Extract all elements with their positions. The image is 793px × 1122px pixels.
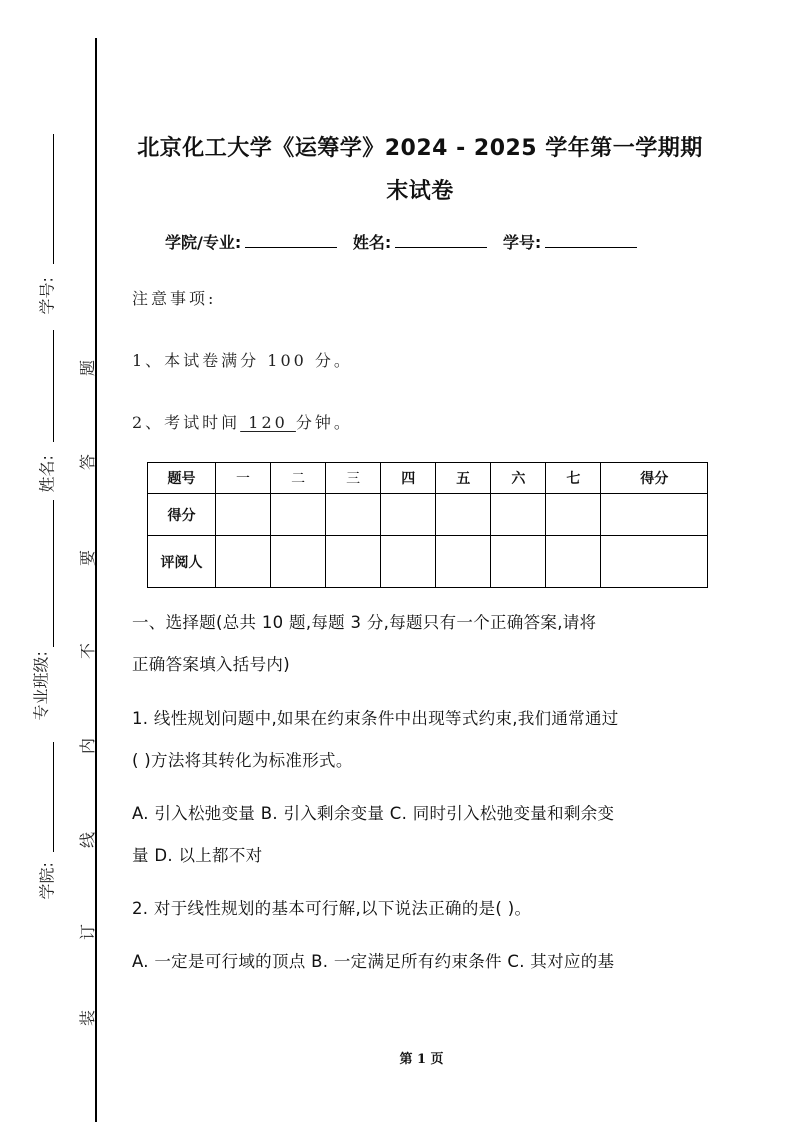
college-major-blank[interactable] [245,233,337,248]
seal-char: 订 [77,923,97,941]
seal-char: 内 [77,737,97,755]
grader-cell[interactable] [436,536,491,588]
student-id-blank[interactable] [545,233,637,248]
notes-item-1: 1、本试卷满分 100 分。 [132,351,353,370]
notes-heading: 注意事项: [132,289,217,308]
table-row [148,494,708,536]
question-2-line1: 2. 对于线性规划的基本可行解,以下说法正确的是( )。 [132,899,532,918]
seal-char: 线 [77,831,97,849]
table-header-cell: 七 [546,463,601,494]
exam-duration-value: 120 [240,413,296,432]
grader-cell[interactable] [491,536,546,588]
college-field-line [53,742,54,852]
table-header-cell: 四 [381,463,436,494]
table-header-cell: 六 [491,463,546,494]
grader-cell[interactable] [271,536,326,588]
score-cell[interactable] [601,494,708,536]
page-number: 第 1 页 [399,1052,444,1067]
name-blank[interactable] [395,233,487,248]
student-id-label: 学号: [502,233,542,252]
seal-char: 不 [77,642,97,660]
binding-line [95,38,97,1122]
exam-title-line1: 北京化工大学《运筹学》2024 - 2025 学年第一学期期 [137,136,703,161]
major-class-field-line [53,500,54,647]
score-cell[interactable] [491,494,546,536]
question-1-line1: 1. 线性规划问题中,如果在约束条件中出现等式约束,我们通常通过 [132,709,619,728]
student-id-label: 学号: [37,277,57,315]
seal-char: 要 [77,549,97,567]
seal-char: 题 [77,359,97,377]
major-class-label: 专业班级: [31,651,51,721]
notes-item-2-suffix: 分钟。 [295,413,353,432]
student-info-row [165,230,647,253]
score-cell[interactable] [436,494,491,536]
section-heading-line2: 正确答案填入括号内) [132,655,290,674]
table-header-cell: 题号 [148,463,216,494]
question-1-line2: ( )方法将其转化为标准形式。 [132,751,353,770]
table-header-cell: 得分 [601,463,708,494]
grader-cell[interactable] [216,536,271,588]
notes-item-2-prefix: 2、考试时间 [132,413,241,432]
score-table [147,462,708,588]
college-label: 学院: [37,862,57,900]
name-label: 姓名: [37,455,57,493]
question-1-options-line1: A. 引入松弛变量 B. 引入剩余变量 C. 同时引入松弛变量和剩余变 [132,804,615,823]
score-cell[interactable] [381,494,436,536]
score-cell[interactable] [216,494,271,536]
table-row [148,536,708,588]
notes-item-2 [132,410,353,433]
exam-title-line2: 末试卷 [386,179,454,204]
row-label: 评阅人 [148,536,216,588]
seal-char: 装 [77,1009,97,1027]
table-header-row [148,463,708,494]
name-label: 姓名: [352,233,392,252]
row-label: 得分 [148,494,216,536]
question-2-options-line1: A. 一定是可行域的顶点 B. 一定满足所有约束条件 C. 其对应的基 [132,952,615,971]
score-cell[interactable] [326,494,381,536]
grader-cell[interactable] [326,536,381,588]
table-header-cell: 二 [271,463,326,494]
table-header-cell: 五 [436,463,491,494]
grader-cell[interactable] [601,536,708,588]
score-cell[interactable] [546,494,601,536]
question-1-options-line2: 量 D. 以上都不对 [132,846,263,865]
grader-cell[interactable] [381,536,436,588]
grader-cell[interactable] [546,536,601,588]
seal-char: 答 [77,453,97,471]
score-cell[interactable] [271,494,326,536]
name-field-line [53,330,54,442]
student-id-field-line [53,134,54,264]
table-header-cell: 三 [326,463,381,494]
college-major-label: 学院/专业: [165,233,242,252]
section-heading-line1: 一、选择题(总共 10 题,每题 3 分,每题只有一个正确答案,请将 [132,613,597,632]
table-header-cell: 一 [216,463,271,494]
